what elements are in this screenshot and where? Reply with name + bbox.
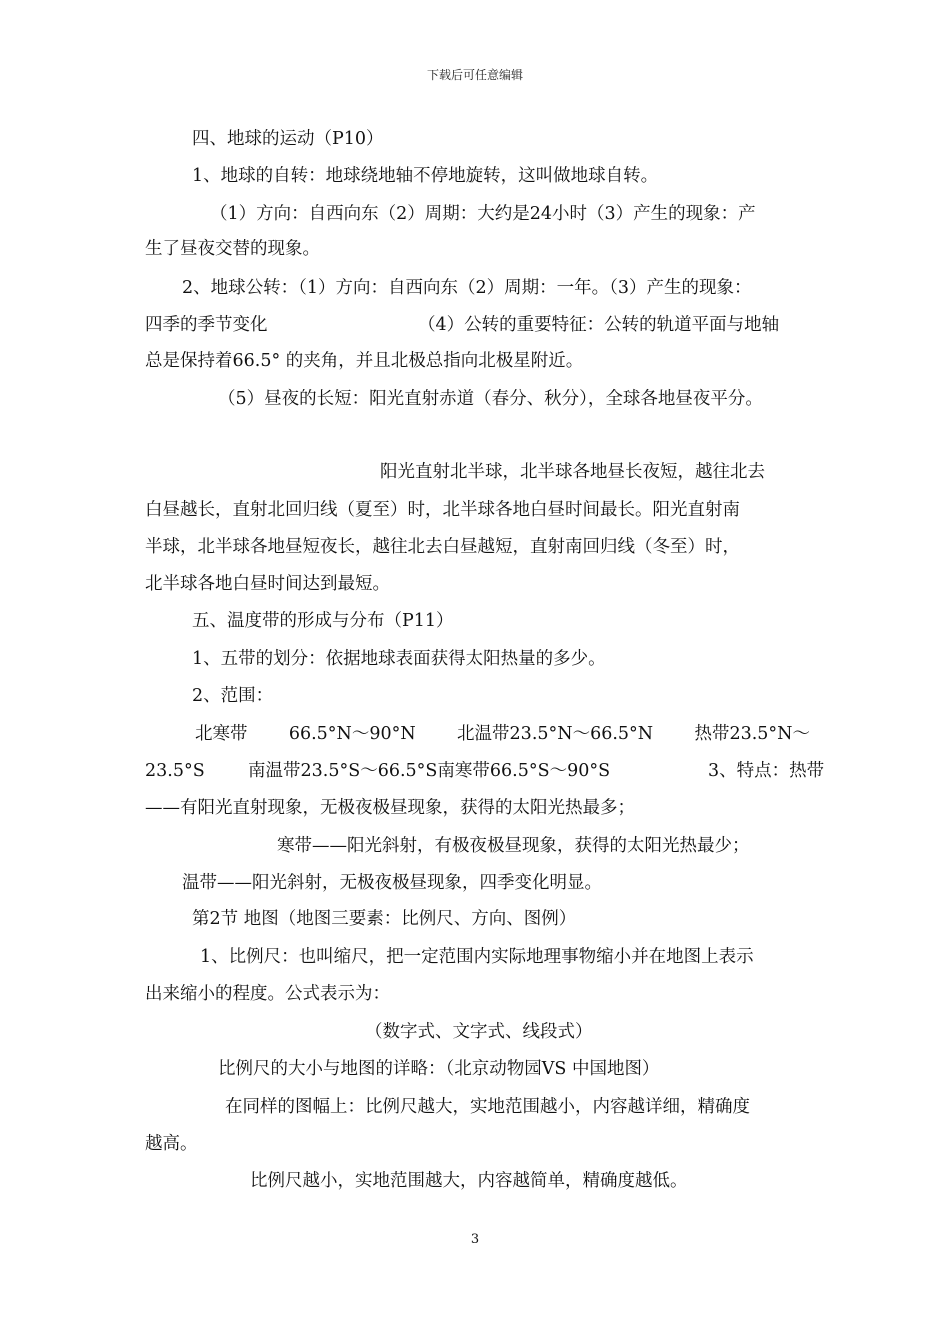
zone-range-line-2-middle: 南温带23.5°S～66.5°S南寒带66.5°S～90°S xyxy=(248,761,611,781)
zone-north-frigid: 北寒带 xyxy=(195,724,248,744)
zone-north-frigid-range: 66.5°N～90°N xyxy=(288,724,416,744)
section-heading-maps: 第2节 地图（地图三要素：比例尺、方向、图例） xyxy=(192,909,577,929)
zone-north-temperate: 北温带23.5°N～66.5°N xyxy=(457,724,654,744)
section-heading-earth-motion: 四、地球的运动（P10） xyxy=(192,129,384,149)
zone-features-label: 3、特点：热带 xyxy=(708,761,825,781)
page-number: 3 xyxy=(470,1232,480,1247)
zone-range-line-2-start: 23.5°S xyxy=(145,761,205,781)
paragraph-line: 2、范围： xyxy=(192,686,274,706)
paragraph-line: 总是保持着66.5° 的夹角，并且北极总指向北极星附近。 xyxy=(145,351,584,371)
zone-tropical: 热带23.5°N～ xyxy=(694,724,810,744)
paragraph-line: 2、地球公转：（1）方向：自西向东（2）周期：一年。（3）产生的现象： xyxy=(182,278,752,298)
paragraph-line: 越高。 xyxy=(145,1134,198,1154)
paragraph-line: 1、比例尺：也叫缩尺，把一定范围内实际地理事物缩小并在地图上表示 xyxy=(200,947,754,967)
paragraph-line: 四季的季节变化 xyxy=(145,315,268,335)
section-heading-temperature-zones: 五、温度带的形成与分布（P11） xyxy=(192,611,454,631)
paragraph-line: 半球，北半球各地昼短夜长，越往北去白昼越短，直射南回归线（冬至）时， xyxy=(145,537,740,557)
paragraph-line: 白昼越长，直射北回归线（夏至）时，北半球各地白昼时间最长。阳光直射南 xyxy=(145,500,740,520)
paragraph-line: 阳光直射北半球，北半球各地昼长夜短，越往北去 xyxy=(380,462,765,482)
paragraph-line: （1）方向：自西向东（2）周期：大约是24小时（3）产生的现象：产 xyxy=(210,204,756,224)
paragraph-line: 1、地球的自转：地球绕地轴不停地旋转，这叫做地球自转。 xyxy=(192,166,659,186)
paragraph-line: 生了昼夜交替的现象。 xyxy=(145,239,320,259)
page-header: 下载后可任意编辑 xyxy=(426,68,523,82)
paragraph-line: 出来缩小的程度。公式表示为： xyxy=(145,984,390,1004)
paragraph-line: 温带——阳光斜射，无极夜极昼现象，四季变化明显。 xyxy=(182,873,602,893)
paragraph-line: 北半球各地白昼时间达到最短。 xyxy=(145,574,390,594)
paragraph-line: 1、五带的划分：依据地球表面获得太阳热量的多少。 xyxy=(192,649,606,669)
paragraph-line: 寒带——阳光斜射，有极夜极昼现象，获得的太阳光热最少； xyxy=(277,836,750,856)
paragraph-line: （4）公转的重要特征：公转的轨道平面与地轴 xyxy=(418,315,780,335)
paragraph-line: （5）昼夜的长短：阳光直射赤道（春分、秋分），全球各地昼夜平分。 xyxy=(218,389,763,409)
paragraph-line: 比例尺的大小与地图的详略：（北京动物园VS 中国地图） xyxy=(218,1059,660,1079)
zone-range-line-1 xyxy=(145,723,810,745)
paragraph-line: 在同样的图幅上：比例尺越大，实地范围越小，内容越详细，精确度 xyxy=(225,1097,750,1117)
paragraph-line: ——有阳光直射现象，无极夜极昼现象，获得的太阳光热最多； xyxy=(145,798,635,818)
paragraph-line: 比例尺越小，实地范围越大，内容越简单，精确度越低。 xyxy=(250,1171,688,1191)
paragraph-line: （数字式、文字式、线段式） xyxy=(365,1022,593,1042)
